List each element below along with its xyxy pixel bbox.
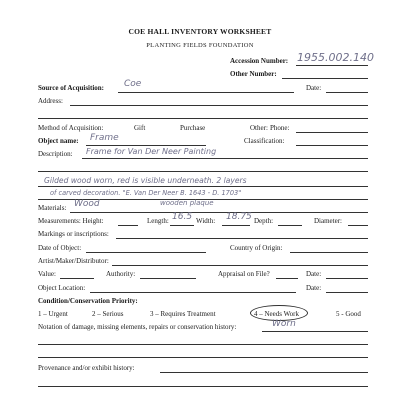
depth-label: Depth: [254,217,274,225]
notation-line-3 [38,357,368,358]
location-date-line [326,292,368,293]
object-location-line [90,292,296,293]
classification-label: Classification: [244,137,285,145]
provenance-label: Provenance and/or exhibit history: [38,364,135,372]
diameter-line [348,225,368,226]
provenance-line-1 [160,372,368,373]
condition-option-serious[interactable]: 2 – Serious [92,310,124,318]
materials-value[interactable]: Wood [74,199,100,209]
width-label: Width: [196,217,216,225]
other-number-label: Other Number: [230,70,277,78]
method-option-purchase[interactable]: Purchase [180,124,206,132]
width-line [222,225,250,226]
method-option-gift[interactable]: Gift [134,124,146,132]
description-line-2 [38,171,368,172]
method-of-acquisition-label: Method of Acquisition: [38,124,104,132]
length-line [170,225,194,226]
condition-option-good[interactable]: 5 - Good [336,310,361,318]
notation-line-2 [38,344,368,345]
diameter-label: Diameter: [314,217,342,225]
authority-label: Authority: [106,270,136,278]
value-line [60,278,94,279]
materials-line [70,212,368,213]
foundation-name: PLANTING FIELDS FOUNDATION [146,42,254,49]
description-label: Description: [38,150,73,158]
source-of-acquisition-label: Source of Acquisition: [38,84,104,92]
measurements-height-label: Measurements: Height: [38,217,104,225]
classification-line [296,145,368,146]
markings-label: Markings or inscriptions: [38,230,109,238]
source-date-label: Date: [306,84,322,92]
object-location-label: Object Location: [38,284,86,292]
accession-number-value[interactable]: 1955.002.140 [297,51,374,64]
appraisal-label: Appraisal on File? [218,270,270,278]
markings-line [116,238,368,239]
description-value-line-3[interactable]: of carved decoration. "E. Van Der Neer B. 1643 - D. 1703" [50,189,242,197]
country-of-origin-label: Country of Origin: [230,244,283,252]
condition-option-urgent[interactable]: 1 – Urgent [38,310,68,318]
address-line-2 [38,118,368,119]
accession-number-label: Accession Number: [230,57,289,65]
authority-line [140,278,196,279]
description-value-line-1[interactable]: Frame for Van Der Neer Painting [86,147,217,156]
country-of-origin-line [290,252,368,253]
other-number-line [282,78,368,79]
value-date-line [326,278,368,279]
materials-extra-value[interactable]: wooden plaque [160,199,214,207]
depth-line [278,225,302,226]
notation-line-1 [262,331,368,332]
appraisal-line [276,278,298,279]
length-label: Length: [147,217,169,225]
accession-number-line [296,65,368,66]
artist-label: Artist/Maker/Distributor: [38,257,109,265]
method-other-label: Other: [250,124,268,132]
notation-label: Notation of damage, missing elements, repairs or conservation history: [38,323,237,331]
materials-label: Materials: [38,204,67,212]
value-label: Value: [38,270,56,278]
description-line-1 [82,158,368,159]
height-line [118,225,138,226]
date-of-object-label: Date of Object: [38,244,82,252]
source-date-line [326,92,368,93]
address-label: Address: [38,97,63,105]
value-date-label: Date: [306,270,322,278]
description-line-3 [38,186,368,187]
location-date-label: Date: [306,284,322,292]
object-name-label: Object name: [38,137,79,145]
phone-line [296,132,368,133]
artist-line [112,265,368,266]
object-name-value[interactable]: Frame [90,133,119,143]
source-of-acquisition-line [118,92,294,93]
address-line-1 [70,105,368,106]
phone-label: Phone: [270,124,290,132]
notation-value[interactable]: Worn [272,319,296,329]
length-value[interactable]: 16.5 [172,212,193,222]
width-value[interactable]: 18.75 [226,212,252,222]
condition-heading: Condition/Conservation Priority: [38,297,138,305]
condition-option-requires-treatment[interactable]: 3 – Requires Treatment [150,310,216,318]
object-name-line [86,145,206,146]
description-value-line-2[interactable]: Gilded wood worn, red is visible underneath. 2 layers [44,176,247,185]
worksheet-title: COE HALL INVENTORY WORKSHEET [128,27,272,36]
source-of-acquisition-value[interactable]: Coe [124,79,142,89]
date-of-object-line [86,252,206,253]
provenance-line-2 [38,386,368,387]
condition-option-needs-work[interactable]: 4 – Needs Work [254,310,299,318]
